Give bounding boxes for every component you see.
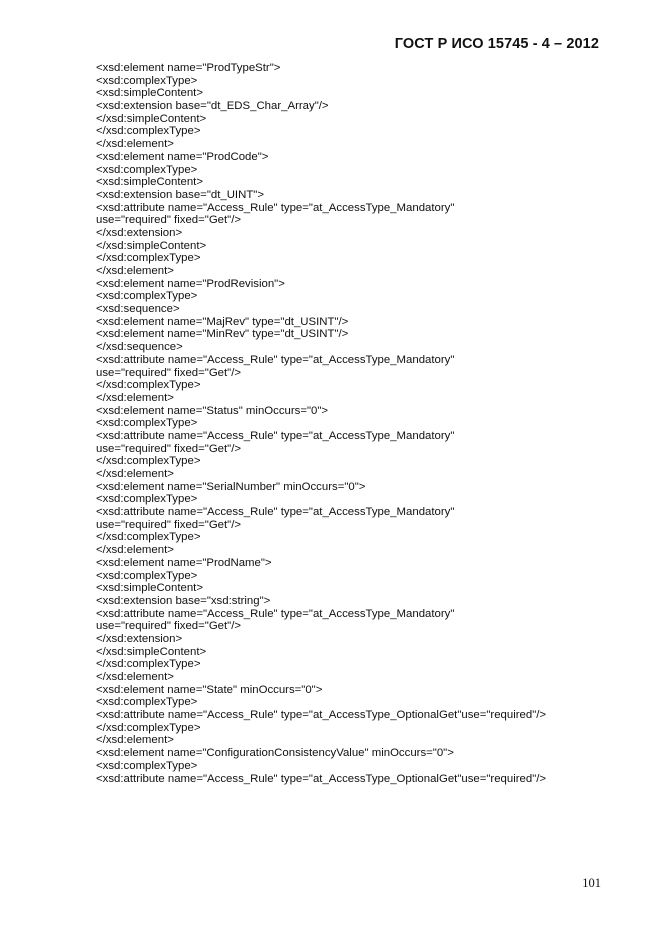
code-line: <xsd:simpleContent> [96,582,204,595]
code-line: </xsd:sequence> [96,341,183,354]
code-line: </xsd:complexType> [96,455,201,468]
code-line: </xsd:complexType> [96,721,201,734]
code-line: <xsd:attribute name="Access_Rule" type="at_AccessType_Mandatory" [96,201,455,214]
code-line: </xsd:simpleContent> [96,645,207,658]
code-line: <xsd:simpleContent> [96,87,204,100]
code-line: </xsd:element> [96,138,174,151]
code-line: <xsd:sequence> [96,303,180,316]
code-line: <xsd:complexType> [96,493,198,506]
code-line: <xsd:attribute name="Access_Rule" type="at_AccessType_Mandatory" [96,506,455,519]
code-line: <xsd:complexType> [96,290,198,303]
code-line: <xsd:element name="State" minOccurs="0"> [96,683,323,696]
page-number: 101 [582,876,601,890]
code-line: </xsd:extension> [96,632,183,645]
code-line: </xsd:complexType> [96,252,201,265]
code-line: <xsd:attribute name="Access_Rule" type="at_AccessType_Mandatory" [96,353,455,366]
code-line: <xsd:element name="ProdRevision"> [96,277,285,290]
code-line: <xsd:element name="MajRev" type="dt_USINT"/> [96,315,349,328]
code-line: </xsd:element> [96,391,174,404]
code-line: </xsd:simpleContent> [96,239,207,252]
code-line: </xsd:element> [96,265,174,277]
code-line: use="required" fixed="Get"/> [96,620,242,633]
code-line: <xsd:element name="ProdName"> [96,556,272,569]
code-line: <xsd:element name="SerialNumber" minOccurs="0"> [96,480,366,493]
code-line: <xsd:attribute name="Access_Rule" type="at_AccessType_OptionalGet"use="required"/> [96,772,547,785]
code-line: use="required" fixed="Get"/> [96,442,242,455]
document-header-standard-id: ГОСТ Р ИСО 15745 - 4 – 2012 [394,36,599,52]
code-line: <xsd:attribute name="Access_Rule" type="at_AccessType_Mandatory" [96,607,455,620]
code-line: <xsd:element name="Status" minOccurs="0"> [96,404,329,417]
code-line: <xsd:complexType> [96,74,198,87]
code-line: <xsd:complexType> [96,696,198,709]
code-line: <xsd:attribute name="Access_Rule" type="at_AccessType_Mandatory" [96,429,455,442]
code-line: <xsd:attribute name="Access_Rule" type="at_AccessType_OptionalGet"use="required"/> [96,709,547,722]
code-line: </xsd:simpleContent> [96,112,207,125]
code-line: use="required" fixed="Get"/> [96,214,242,227]
code-line: <xsd:element name="ProdTypeStr"> [96,62,281,74]
code-line: <xsd:simpleContent> [96,176,204,189]
xsd-code-listing [96,62,546,785]
code-line: <xsd:element name="ProdCode"> [96,150,269,163]
code-line: use="required" fixed="Get"/> [96,518,242,531]
code-line: </xsd:element> [96,671,174,683]
code-line: </xsd:extension> [96,226,183,239]
code-line: <xsd:extension base="dt_UINT"> [96,188,264,201]
code-line: <xsd:complexType> [96,569,198,582]
code-line: <xsd:element name="ConfigurationConsistencyValue" minOccurs="0"> [96,747,454,760]
code-line: <xsd:complexType> [96,163,198,176]
code-line: </xsd:element> [96,544,174,557]
code-line: <xsd:complexType> [96,417,198,430]
code-line: use="required" fixed="Get"/> [96,366,242,379]
code-line: </xsd:complexType> [96,658,201,671]
code-line: <xsd:complexType> [96,759,198,772]
code-line: <xsd:extension base="xsd:string"> [96,594,271,607]
code-line: </xsd:complexType> [96,379,201,392]
code-line: <xsd:extension base="dt_EDS_Char_Array"/> [96,100,329,113]
code-line: </xsd:complexType> [96,531,201,544]
code-line: </xsd:element> [96,468,174,480]
code-line: </xsd:complexType> [96,125,201,138]
code-line: </xsd:element> [96,734,174,747]
code-line: <xsd:element name="MinRev" type="dt_USINT"/> [96,328,349,341]
